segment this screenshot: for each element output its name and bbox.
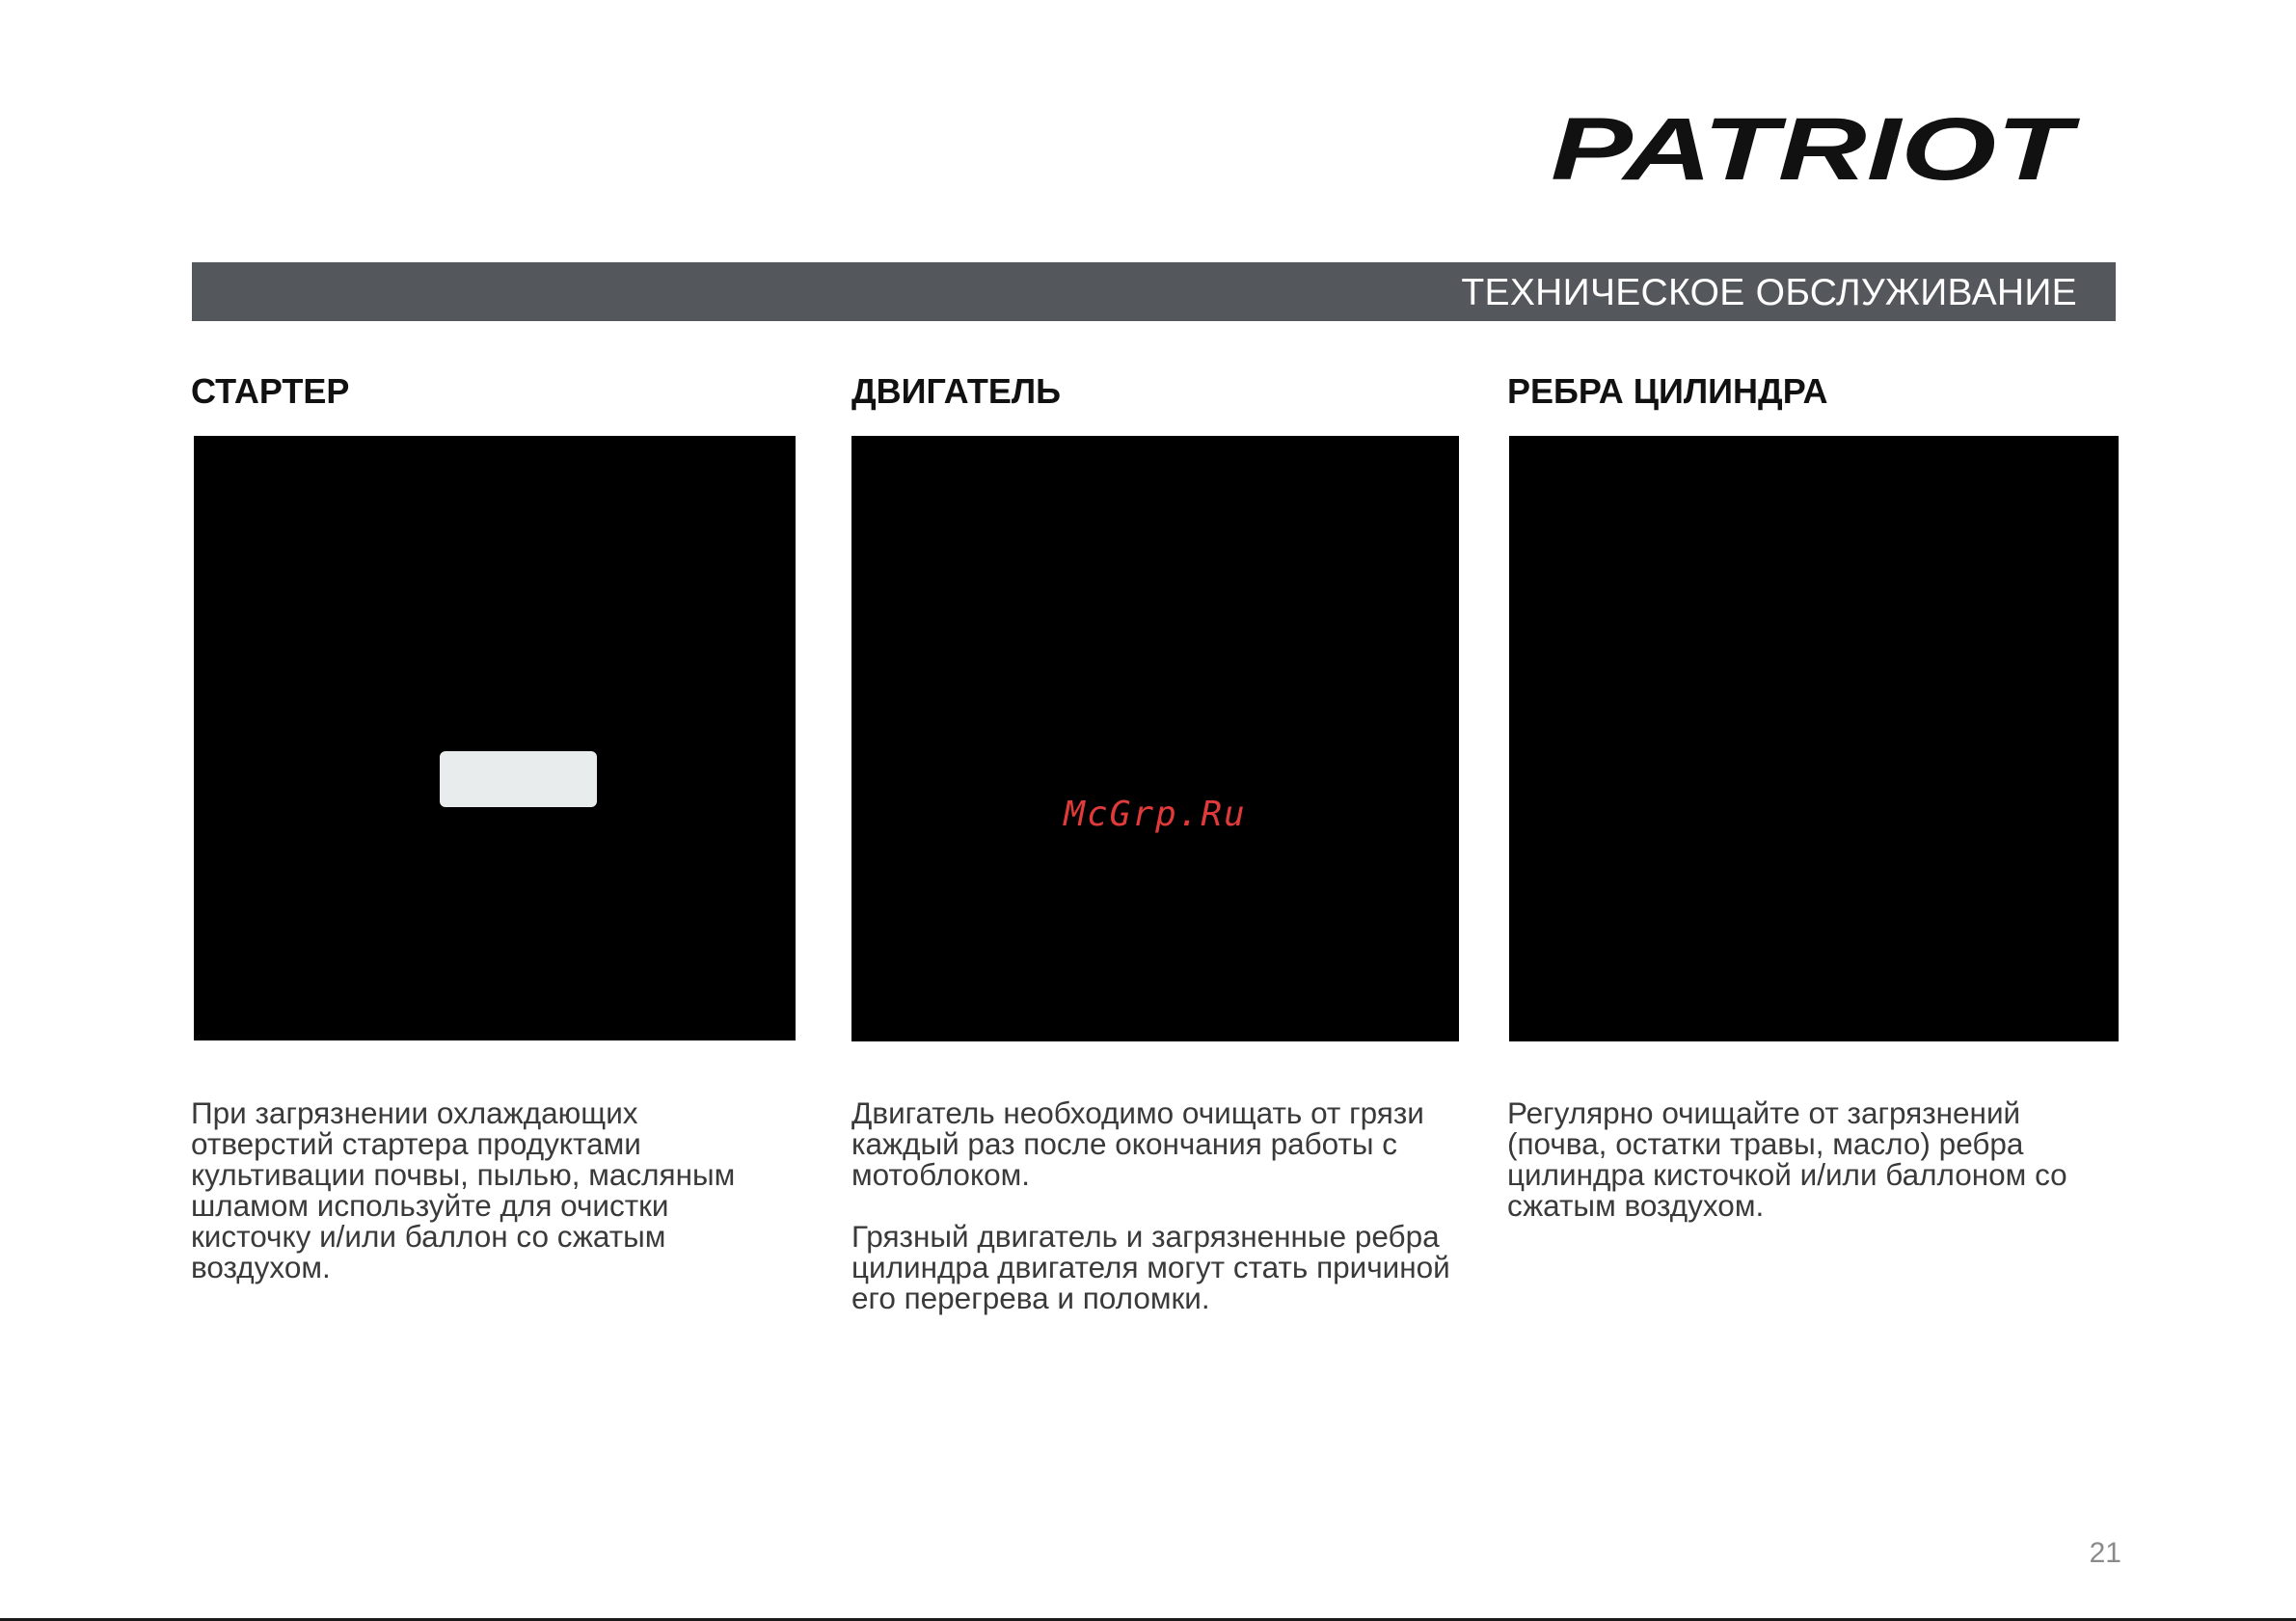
column-heading-cylinder-fins: РЕБРА ЦИЛИНДРА: [1507, 371, 1828, 411]
section-title: ТЕХНИЧЕСКОЕ ОБСЛУЖИВАНИЕ: [1461, 272, 2077, 313]
text-line: его перегрева и поломки.: [851, 1281, 1210, 1315]
text-line: сжатым воздухом.: [1507, 1188, 1765, 1223]
text-line: воздухом.: [191, 1250, 331, 1284]
text-line: кисточку и/или баллон со сжатым: [191, 1219, 666, 1254]
column-cylinder-fins: [1507, 366, 2124, 1223]
starter-description: [191, 1097, 798, 1313]
watermark-text: McGrp.Ru: [1064, 795, 1247, 834]
text-line: Грязный двигатель и загрязненные ребра: [851, 1219, 1440, 1254]
text-line: отверстий стартера продуктами: [191, 1126, 641, 1161]
column-engine: [851, 366, 1478, 1315]
page-number: 21: [2089, 1537, 2121, 1569]
text-line: шламом используйте для очистки: [191, 1188, 669, 1223]
text-line: При загрязнении охлаждающих: [191, 1095, 638, 1130]
patriot-logo-text: PATRIOT: [1551, 100, 2081, 193]
patriot-logo: [1543, 96, 2083, 193]
engine-description: [851, 1097, 1478, 1344]
text-line: Регулярно очищайте от загрязнений: [1507, 1095, 2021, 1130]
section-header-bar: [192, 262, 2116, 321]
column-starter: [191, 366, 798, 1284]
text-line: каждый раз после окончания работы с: [851, 1126, 1398, 1161]
column-heading-engine: ДВИГАТЕЛЬ: [851, 371, 1062, 411]
text-line: мотоблоком.: [851, 1157, 1031, 1192]
engine-paragraph-1: [851, 1097, 1478, 1190]
text-line: цилиндра кисточкой и/или баллоном со: [1507, 1157, 2067, 1192]
text-line: Двигатель необходимо очищать от грязи: [851, 1095, 1424, 1130]
text-line: цилиндра двигателя могут стать причиной: [851, 1250, 1450, 1284]
cylinder-fins-photo: [1509, 436, 2119, 1041]
engine-paragraph-2: [851, 1221, 1478, 1313]
engine-photo: [851, 436, 1459, 1041]
cylinder-fins-paragraph-1: [1507, 1097, 2124, 1221]
column-heading-starter: СТАРТЕР: [191, 371, 350, 411]
cylinder-fins-description: [1507, 1097, 2124, 1252]
starter-label-plate: [440, 751, 597, 807]
text-line: культивации почвы, пылью, масляным: [191, 1157, 736, 1192]
patriot-logo-graphic: [1543, 96, 2083, 193]
text-line: (почва, остатки травы, масло) ребра: [1507, 1126, 2024, 1161]
starter-paragraph-1: [191, 1097, 798, 1283]
starter-photo: [194, 436, 796, 1040]
